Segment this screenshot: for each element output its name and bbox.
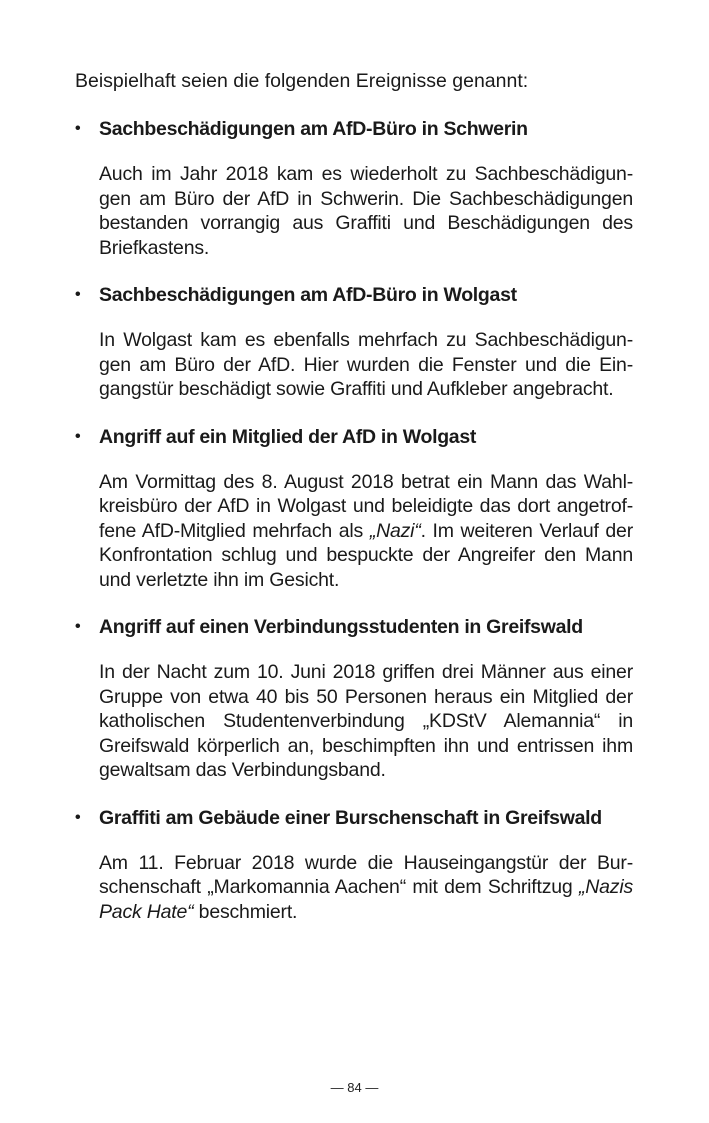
body-line: Gruppe von etwa 40 bis 50 Personen heraus ein Mitglied der	[99, 685, 633, 708]
body-line: Konfrontation schlug und bespuckte der Angreifer den Mann	[99, 544, 633, 566]
heading-text: Sachbeschädigungen am AfD-Büro in Wolgast	[99, 284, 517, 306]
body-line-end: beschmiert.	[198, 900, 298, 923]
section-2	[75, 282, 633, 402]
body-line	[99, 875, 633, 900]
body-line: katholischen Studentenverbindung „KDStV Alemannia“ in	[99, 710, 633, 732]
body-line	[99, 519, 633, 544]
body-line: kreisbüro der AfD in Wolgast und beleidigte das dort angetrof-	[99, 495, 633, 517]
section-3	[75, 424, 633, 593]
bullet-icon: •	[75, 286, 81, 303]
heading-text: Graffiti am Gebäude einer Burschenschaft in Greifswald	[99, 806, 602, 829]
heading-text: Angriff auf ein Mitglied der AfD in Wolgast	[99, 425, 477, 448]
body-line: In der Nacht zum 10. Juni 2018 griffen drei Männer aus einer	[99, 661, 633, 683]
body-line: Greifswald körperlich an, beschimpften ihn und entrissen ihm	[99, 734, 633, 757]
body-line: gen am Büro der AfD in Schwerin. Die Sachbeschädigungen	[99, 187, 633, 210]
body-line-start: schenschaft „Markomannia Aachen“ mit dem Schriftzug	[99, 876, 573, 898]
bullet-icon: •	[75, 808, 81, 826]
bullet-icon: •	[75, 618, 81, 635]
section-body	[99, 162, 633, 260]
bullet-icon: •	[75, 120, 81, 137]
section-1	[75, 116, 633, 260]
body-line: In Wolgast kam es ebenfalls mehrfach zu Sachbeschädigun-	[99, 329, 633, 351]
bullet-icon: •	[75, 427, 81, 445]
body-line: bestanden vorrangig aus Graffiti und Beschädigungen des	[99, 212, 633, 234]
body-line: Am 11. Februar 2018 wurde die Hauseingangstür der Bur-	[99, 851, 633, 874]
section-heading	[75, 614, 633, 640]
section-body	[99, 660, 633, 783]
body-line-end: . Im weiteren Verlauf der	[420, 519, 633, 542]
body-line: Am Vormittag des 8. August 2018 betrat ein Mann das Wahl-	[99, 470, 633, 493]
section-heading	[75, 805, 633, 831]
italic-quote: Pack Hate“	[99, 900, 194, 923]
heading-text: Angriff auf einen Verbindungsstudenten in Greifswald	[99, 616, 583, 638]
section-heading	[75, 116, 633, 142]
body-line	[99, 900, 633, 925]
body-line: gen am Büro der AfD. Hier wurden die Fenster und die Ein-	[99, 353, 633, 376]
italic-quote: „Nazi“	[369, 519, 421, 542]
body-line: Briefkastens.	[99, 236, 210, 259]
body-line: gewaltsam das Verbindungsband.	[99, 759, 386, 781]
section-5	[75, 805, 633, 925]
intro-text: Beispielhaft seien die folgenden Ereignisse genannt:	[75, 70, 529, 92]
section-body	[99, 328, 633, 402]
heading-text: Sachbeschädigungen am AfD-Büro in Schwerin	[99, 118, 528, 140]
section-heading	[75, 424, 633, 450]
section-4	[75, 614, 633, 783]
body-line: Auch im Jahr 2018 kam es wiederholt zu Sachbeschädigun-	[99, 163, 633, 185]
section-body	[99, 470, 633, 593]
document-page	[75, 68, 633, 946]
body-line-start: fene AfD-Mitglied mehrfach als	[99, 519, 364, 542]
section-heading	[75, 282, 633, 308]
page-number: — 84 —	[330, 1080, 379, 1095]
body-line: gangstür beschädigt sowie Graffiti und Aufkleber angebracht.	[99, 378, 614, 400]
italic-quote: „Nazis	[578, 876, 634, 898]
section-body	[99, 851, 633, 925]
body-line: und verletzte ihn im Gesicht.	[99, 568, 340, 591]
